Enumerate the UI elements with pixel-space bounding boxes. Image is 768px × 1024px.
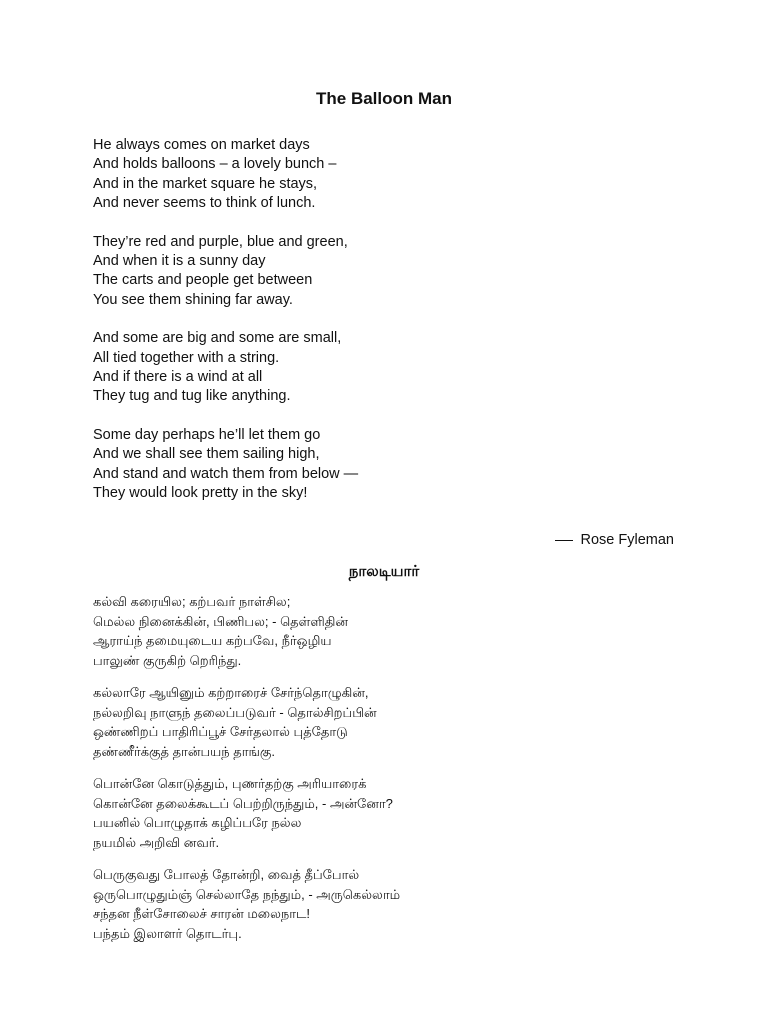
- tamil-line: பாலுண் குருகிற் றெரிந்து.: [93, 652, 242, 668]
- tamil-title: நாலடியார்: [348, 563, 420, 580]
- tamil-line: பொன்னே கொடுத்தும், புணர்தற்கு அரியாரைக்: [93, 776, 367, 791]
- poem-title: The Balloon Man: [316, 89, 452, 108]
- tamil-line: தண்ணீர்க்குத் தான்பயந் தாங்கு.: [93, 743, 275, 759]
- poem-line: And in the market square he stays,: [93, 175, 318, 192]
- tamil-line: கல்வி கரையில; கற்பவர் நாள்சில;: [93, 594, 291, 609]
- tamil-stanza-3: [93, 774, 713, 852]
- poem-line: And holds balloons – a lovely bunch –: [93, 156, 337, 173]
- poem-line: Some day perhaps he’ll let them go: [93, 426, 321, 443]
- poem-line: And never seems to think of lunch.: [93, 195, 316, 212]
- tamil-line: சந்தன நீள்சோலைச் சாரன் மலைநாட!: [93, 906, 310, 921]
- tamil-line: ஒருபொழுதும்ஞ் செல்லாதே நந்தும், - அருகெல்லாம்: [93, 886, 401, 902]
- poem-line: They would look pretty in the sky!: [93, 485, 308, 502]
- tamil-line: மெல்ல நினைக்கின், பிணிபல; - தெள்ளிதின்: [93, 613, 349, 629]
- poem-line: He always comes on market days: [93, 137, 310, 153]
- tamil-line: கொன்னே தலைக்கூடப் பெற்றிருந்தும், - அன்னோ?: [93, 795, 393, 811]
- stanza-2: [93, 233, 693, 311]
- poem-body: [93, 136, 693, 523]
- poem-line: And when it is a sunny day: [93, 253, 266, 270]
- poem-line: And we shall see them sailing high,: [93, 446, 320, 463]
- poem-line: You see them shining far away.: [93, 291, 293, 308]
- tamil-verses: [93, 592, 713, 956]
- poem-line: And stand and watch them from below —: [93, 465, 359, 482]
- em-dash: [555, 540, 573, 541]
- tamil-line: பந்தம் இலாளர் தொடர்பு.: [93, 925, 242, 941]
- tamil-stanza-1: [93, 592, 713, 670]
- tamil-stanza-2: [93, 683, 713, 761]
- poem-line: They tug and tug like anything.: [93, 388, 291, 405]
- tamil-line: கல்லாரே ஆயினும் கற்றாரைச் சேர்ந்தொழுகின்,: [93, 685, 369, 700]
- tamil-stanza-4: [93, 865, 713, 943]
- poem-line: The carts and people get between: [93, 272, 313, 289]
- poem-line: They’re red and purple, blue and green,: [93, 233, 348, 250]
- poem-line: And some are big and some are small,: [93, 330, 342, 347]
- author-name: Rose Fyleman: [580, 532, 674, 548]
- tamil-line: பயனில் பொழுதாக் கழிப்பரே நல்ல: [93, 815, 302, 830]
- stanza-1: [93, 136, 693, 214]
- stanza-3: [93, 329, 693, 407]
- tamil-line: பெருகுவது போலத் தோன்றி, வைத் தீப்போல்: [93, 867, 360, 882]
- poem-line: And if there is a wind at all: [93, 369, 263, 386]
- poem-author: [555, 531, 674, 550]
- tamil-line: ஒண்ணிறப் பாதிரிப்பூச் சேர்தலால் புத்தோடு: [93, 724, 348, 739]
- stanza-4: [93, 426, 693, 504]
- tamil-line: நல்லறிவு நாளுந் தலைப்படுவர் - தொல்சிறப்பின்: [93, 704, 377, 720]
- poem-line: All tied together with a string.: [93, 349, 280, 366]
- tamil-line: நயமில் அறிவி னவர்.: [93, 834, 220, 850]
- tamil-line: ஆராய்ந் தமையுடைய கற்பவே, நீர்ஒழிய: [93, 633, 332, 648]
